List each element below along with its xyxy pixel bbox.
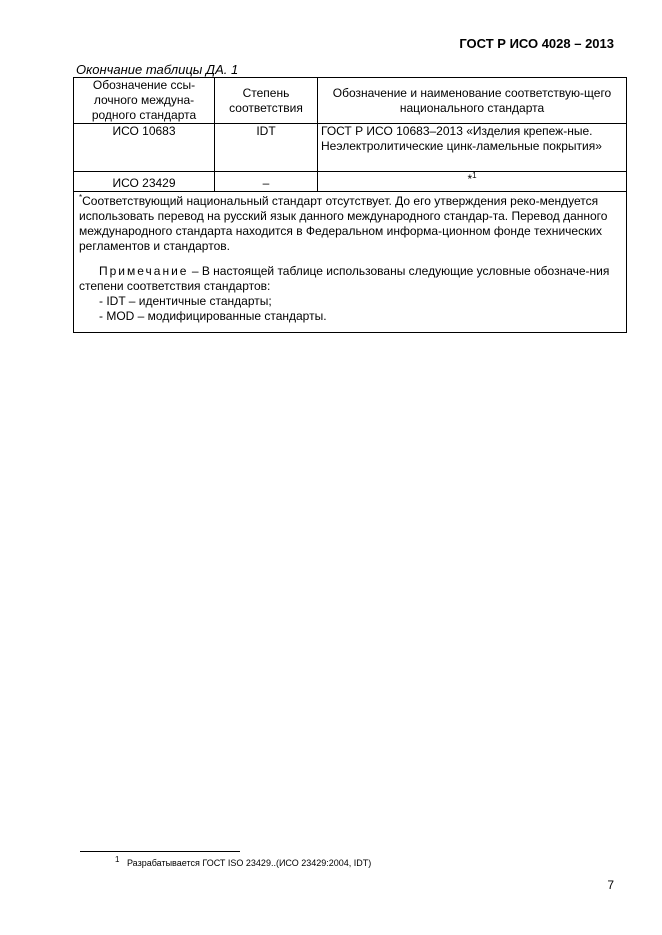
- footnote-divider: [80, 851, 240, 852]
- note-text: – В настоящей таблице использованы следующие условные обозначе-ния степени соответствия стандартов:: [79, 264, 610, 293]
- table-header-row: [74, 78, 627, 124]
- table-notes: [74, 192, 627, 333]
- column-header-degree: Степень соответствия: [215, 78, 318, 124]
- cell-degree: –: [215, 172, 318, 192]
- column-header-national: Обозначение и наименование соответствую-щего национального стандарта: [318, 78, 627, 124]
- cell-reference: ИСО 23429: [74, 172, 215, 192]
- star-marker: *: [79, 193, 83, 202]
- footnote-row: [74, 192, 627, 333]
- note: [79, 264, 621, 294]
- cell-national: [318, 172, 627, 192]
- reference-table: [73, 77, 627, 333]
- column-header-reference: Обозначение ссы-лочного междуна-родного стандарта: [74, 78, 215, 124]
- cell-reference: ИСО 10683: [74, 124, 215, 172]
- footnote-number: 1: [115, 855, 120, 864]
- star-footnote-text: Соответствующий национальный стандарт отсутствует. До его утверждения реко-мендуется использовать перевод на русский язык данного международного стандар-та. Перевод данного международного стандарта находится в Федеральном информа-ционном фонде технических регламентов и стандартов.: [79, 194, 608, 253]
- table-row: [74, 172, 627, 192]
- page-footnote: [115, 855, 372, 868]
- star-footnote: [79, 194, 621, 254]
- document-number: ГОСТ Р ИСО 4028 – 2013: [459, 36, 614, 51]
- cell-degree: IDT: [215, 124, 318, 172]
- note-label: Примечание: [99, 264, 189, 278]
- footnote-marker: 1: [472, 171, 477, 180]
- note-item: - MOD – модифицированные стандарты.: [99, 309, 327, 323]
- cell-national: ГОСТ Р ИСО 10683–2013 «Изделия крепеж-ные. Неэлектролитические цинк-ламельные покрытия»: [318, 124, 627, 172]
- table-row: [74, 124, 627, 172]
- note-item: - IDT – идентичные стандарты;: [99, 294, 272, 308]
- star-marker: *: [467, 172, 473, 186]
- table-caption: Окончание таблицы ДА. 1: [76, 62, 239, 77]
- page-number: 7: [607, 878, 614, 892]
- footnote-text: Разрабатывается ГОСТ ISO 23429..(ИСО 23429:2004, IDT): [126, 858, 372, 868]
